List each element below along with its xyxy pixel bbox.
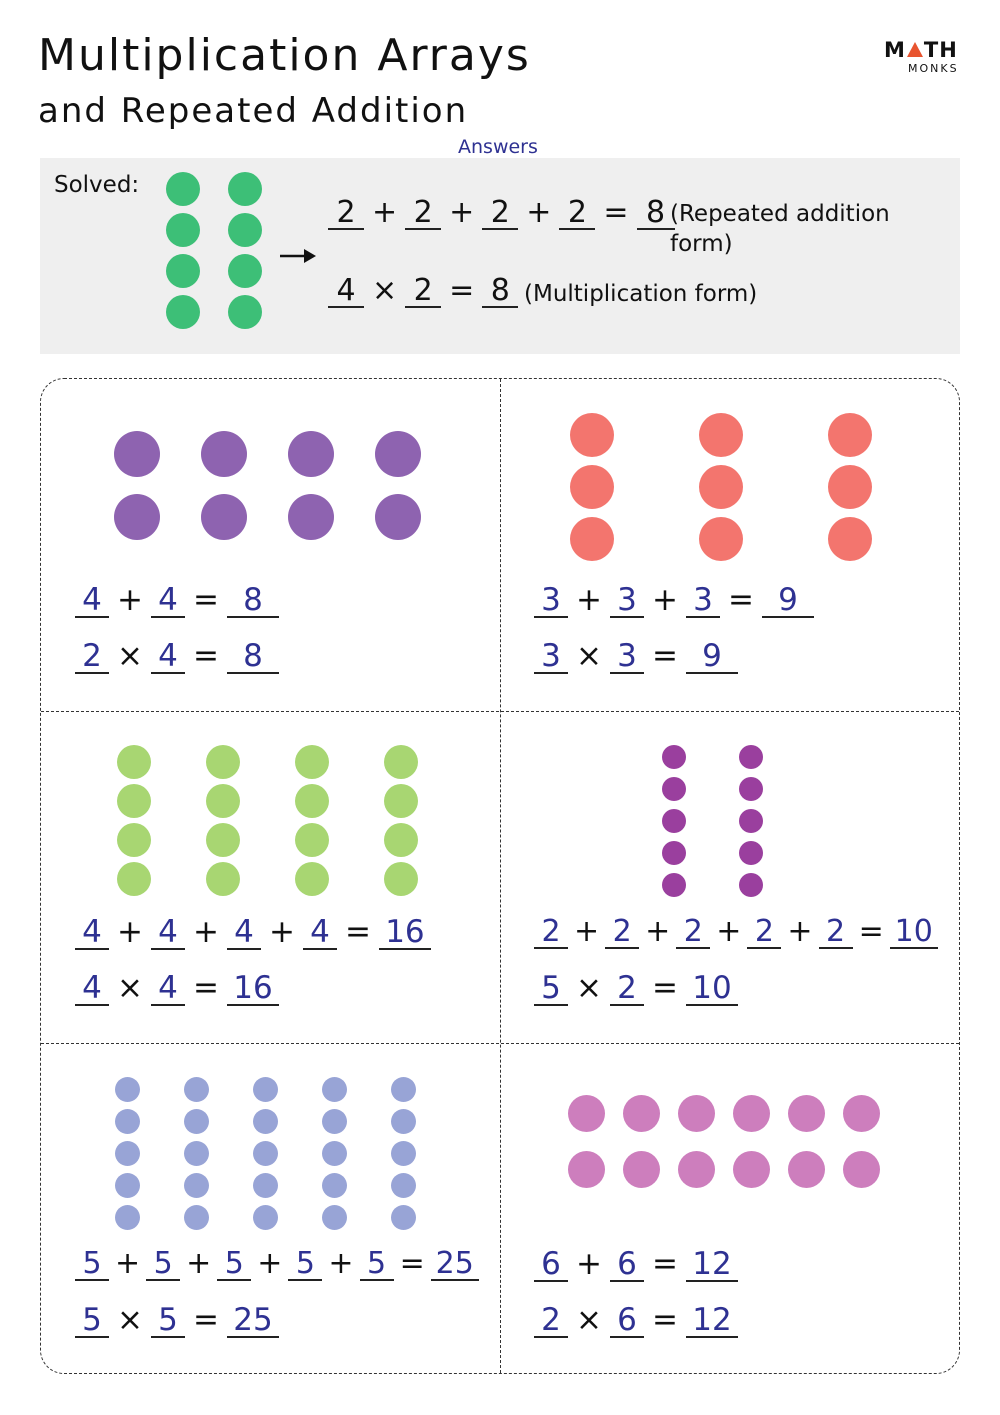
- solved-addend: 2: [328, 198, 364, 230]
- problem-cell-1: [41, 379, 500, 711]
- plus-sign: +: [576, 582, 602, 618]
- addend-answer: 2: [676, 917, 710, 949]
- product-answer: 9: [686, 641, 738, 674]
- problem-cell-2: [500, 379, 959, 711]
- addend-answer: 3: [610, 585, 644, 618]
- factor-answer: 4: [151, 641, 185, 674]
- addend-answer: 4: [227, 917, 261, 950]
- array-dot: [733, 1151, 770, 1188]
- array-dot: [662, 809, 686, 833]
- array-dot: [699, 517, 743, 561]
- array-dot: [322, 1173, 347, 1198]
- factor-answer: 3: [534, 641, 568, 674]
- equals-sign: =: [192, 638, 219, 674]
- product-answer: 10: [686, 973, 738, 1006]
- addend-answer: 5: [288, 1249, 322, 1281]
- addend-answer: 2: [605, 917, 639, 949]
- array-dot: [384, 784, 418, 818]
- array-dot: [322, 1141, 347, 1166]
- array-dot: [739, 777, 763, 801]
- addition-equation: [532, 914, 940, 949]
- array-dot: [699, 413, 743, 457]
- array-dot: [739, 745, 763, 769]
- equals-sign: =: [192, 970, 219, 1006]
- equals-sign: =: [399, 1246, 425, 1281]
- problem-cell-5: [41, 1043, 500, 1375]
- sum-answer: 9: [762, 585, 814, 618]
- array-dot: [288, 431, 334, 477]
- array-dot: [739, 841, 763, 865]
- array-dot: [117, 862, 151, 896]
- equals-sign: =: [651, 970, 678, 1006]
- times-sign: ×: [372, 273, 398, 308]
- multiplication-equation: [532, 970, 740, 1006]
- equals-sign: =: [651, 1302, 678, 1338]
- factor-answer: 4: [75, 973, 109, 1006]
- array-dot: [295, 745, 329, 779]
- problem-cell-4: [500, 711, 959, 1043]
- addend-answer: 5: [360, 1249, 394, 1281]
- array-dot: [117, 745, 151, 779]
- array-dot: [117, 784, 151, 818]
- array-dot: [114, 494, 160, 540]
- solved-addend: 2: [559, 198, 595, 230]
- array-dot: [295, 784, 329, 818]
- plus-sign: +: [268, 914, 295, 950]
- triangle-icon: [907, 42, 923, 57]
- array-dot: [391, 1109, 416, 1134]
- equals-sign: =: [449, 273, 475, 308]
- array-dot: [391, 1205, 416, 1230]
- plus-sign: +: [115, 1246, 141, 1281]
- array-dot: [739, 873, 763, 897]
- addend-answer: 2: [747, 917, 781, 949]
- array-dot: [384, 745, 418, 779]
- array-dot: [828, 517, 872, 561]
- plus-sign: +: [787, 914, 813, 949]
- array-dot: [568, 1151, 605, 1188]
- equals-sign: =: [192, 1302, 219, 1338]
- sum-answer: 16: [379, 917, 431, 950]
- array-dot: [288, 494, 334, 540]
- multiplication-equation: [532, 1302, 740, 1338]
- multiplication-equation: [73, 1302, 281, 1338]
- times-sign: ×: [576, 1302, 602, 1338]
- addend-answer: 4: [151, 585, 185, 618]
- array-dot: [115, 1141, 140, 1166]
- solved-example: [40, 158, 960, 354]
- arrow-right-icon: [280, 246, 316, 266]
- array-dot: [739, 809, 763, 833]
- array-dot: [206, 745, 240, 779]
- array-dot: [733, 1095, 770, 1132]
- times-sign: ×: [576, 970, 602, 1006]
- equals-sign: =: [344, 914, 371, 950]
- array-dot: [788, 1151, 825, 1188]
- array-dot: [570, 413, 614, 457]
- times-sign: ×: [117, 638, 143, 674]
- page-title: Multiplication Arrays: [38, 30, 531, 81]
- multiplication-equation: [73, 638, 281, 674]
- logo-text-th: TH: [923, 38, 958, 62]
- plus-sign: +: [651, 582, 678, 618]
- array-dot: [843, 1151, 880, 1188]
- array-dot: [115, 1077, 140, 1102]
- array-dot: [828, 413, 872, 457]
- array-dot: [322, 1109, 347, 1134]
- factor-answer: 4: [151, 973, 185, 1006]
- array-dot: [570, 465, 614, 509]
- equals-sign: =: [651, 1246, 678, 1282]
- addend-answer: 5: [75, 1249, 109, 1281]
- addition-equation: [532, 1246, 740, 1282]
- equals-sign: =: [727, 582, 754, 618]
- array-dot: [228, 295, 262, 329]
- logo-text-m: M: [884, 38, 906, 62]
- array-dot: [678, 1095, 715, 1132]
- array-dot: [166, 172, 200, 206]
- array-dot: [699, 465, 743, 509]
- array-dot: [623, 1095, 660, 1132]
- array-dot: [662, 777, 686, 801]
- array-dot: [843, 1095, 880, 1132]
- plus-sign: +: [716, 914, 742, 949]
- array-dot: [678, 1151, 715, 1188]
- factor-answer: 3: [610, 641, 644, 674]
- page-subtitle: and Repeated Addition: [38, 91, 469, 131]
- factor-answer: 5: [75, 1305, 109, 1338]
- array-dot: [201, 494, 247, 540]
- array-dot: [295, 862, 329, 896]
- array-dot: [253, 1141, 278, 1166]
- addend-answer: 5: [146, 1249, 180, 1281]
- solved-product: 8: [482, 276, 518, 308]
- array-dot: [206, 784, 240, 818]
- factor-answer: 5: [151, 1305, 185, 1338]
- array-dot: [828, 465, 872, 509]
- plus-sign: +: [645, 914, 671, 949]
- array-dot: [662, 745, 686, 769]
- multiplication-note: (Multiplication form): [524, 281, 758, 307]
- sum-answer: 12: [686, 1249, 738, 1282]
- factor-answer: 2: [75, 641, 109, 674]
- solved-factor: 2: [405, 276, 441, 308]
- array-dot: [391, 1173, 416, 1198]
- plus-sign: +: [192, 914, 219, 950]
- times-sign: ×: [117, 1302, 143, 1338]
- addition-equation: [73, 1246, 481, 1281]
- sum-answer: 8: [227, 585, 279, 618]
- array-dot: [228, 172, 262, 206]
- addition-equation: [73, 582, 281, 618]
- plus-sign: +: [449, 195, 475, 230]
- factor-answer: 2: [610, 973, 644, 1006]
- array-dot: [391, 1077, 416, 1102]
- array-dot: [662, 873, 686, 897]
- array-dot: [166, 295, 200, 329]
- multiplication-equation: [73, 970, 281, 1006]
- times-sign: ×: [576, 638, 602, 674]
- sum-answer: 10: [890, 917, 938, 949]
- product-answer: 12: [686, 1305, 738, 1338]
- addend-answer: 4: [151, 917, 185, 950]
- equals-sign: =: [651, 638, 678, 674]
- product-answer: 25: [227, 1305, 279, 1338]
- product-answer: 8: [227, 641, 279, 674]
- plus-sign: +: [574, 914, 600, 949]
- array-dot: [115, 1173, 140, 1198]
- times-sign: ×: [117, 970, 143, 1006]
- array-dot: [295, 823, 329, 857]
- sum-answer: 25: [431, 1249, 479, 1281]
- array-dot: [253, 1077, 278, 1102]
- solved-sum: 8: [637, 198, 675, 230]
- answers-label: Answers: [458, 136, 538, 158]
- plus-sign: +: [257, 1246, 283, 1281]
- array-dot: [322, 1077, 347, 1102]
- factor-answer: 6: [610, 1305, 644, 1338]
- problem-cell-3: [41, 711, 500, 1043]
- array-dot: [228, 254, 262, 288]
- array-dot: [184, 1205, 209, 1230]
- array-dot: [184, 1141, 209, 1166]
- array-dot: [253, 1205, 278, 1230]
- array-dot: [115, 1205, 140, 1230]
- repeated-addition-note: (Repeated addition form): [670, 201, 890, 257]
- product-answer: 16: [227, 973, 279, 1006]
- equals-sign: =: [192, 582, 219, 618]
- array-dot: [115, 1109, 140, 1134]
- solved-multiplication-equation: [326, 273, 520, 308]
- array-dot: [206, 823, 240, 857]
- addend-answer: 2: [534, 917, 568, 949]
- array-dot: [570, 517, 614, 561]
- addend-answer: 4: [75, 585, 109, 618]
- factor-answer: 2: [534, 1305, 568, 1338]
- plus-sign: +: [328, 1246, 354, 1281]
- array-dot: [375, 431, 421, 477]
- array-dot: [375, 494, 421, 540]
- math-monks-logo: [884, 40, 964, 74]
- multiplication-equation: [532, 638, 740, 674]
- plus-sign: +: [117, 914, 143, 950]
- array-dot: [623, 1151, 660, 1188]
- array-dot: [201, 431, 247, 477]
- array-dot: [384, 862, 418, 896]
- array-dot: [114, 431, 160, 477]
- array-dot: [166, 254, 200, 288]
- plus-sign: +: [372, 195, 398, 230]
- array-dot: [253, 1109, 278, 1134]
- solved-factor: 4: [328, 276, 364, 308]
- factor-answer: 5: [534, 973, 568, 1006]
- plus-sign: +: [117, 582, 143, 618]
- solved-addend: 2: [405, 198, 441, 230]
- array-dot: [117, 823, 151, 857]
- array-dot: [662, 841, 686, 865]
- logo-subtext: MONKS: [908, 62, 959, 75]
- equals-sign: =: [858, 914, 884, 949]
- solved-addition-equation: [326, 195, 677, 230]
- addend-answer: 2: [819, 917, 853, 949]
- array-dot: [184, 1173, 209, 1198]
- array-dot: [184, 1077, 209, 1102]
- plus-sign: +: [576, 1246, 602, 1282]
- array-dot: [788, 1095, 825, 1132]
- addition-equation: [532, 582, 816, 618]
- array-dot: [322, 1205, 347, 1230]
- array-dot: [228, 213, 262, 247]
- addend-answer: 6: [534, 1249, 568, 1282]
- solved-addend: 2: [482, 198, 518, 230]
- array-dot: [384, 823, 418, 857]
- addend-answer: 6: [610, 1249, 644, 1282]
- addition-equation: [73, 914, 433, 950]
- solved-label: Solved:: [54, 172, 140, 198]
- array-dot: [253, 1173, 278, 1198]
- array-dot: [206, 862, 240, 896]
- equals-sign: =: [603, 195, 629, 230]
- plus-sign: +: [186, 1246, 212, 1281]
- addend-answer: 3: [534, 585, 568, 618]
- array-dot: [391, 1141, 416, 1166]
- array-dot: [568, 1095, 605, 1132]
- addend-answer: 4: [303, 917, 337, 950]
- addend-answer: 3: [686, 585, 720, 618]
- addend-answer: 5: [217, 1249, 251, 1281]
- array-dot: [166, 213, 200, 247]
- addend-answer: 4: [75, 917, 109, 950]
- array-dot: [184, 1109, 209, 1134]
- problems-grid: [40, 378, 960, 1374]
- problem-cell-6: [500, 1043, 959, 1375]
- plus-sign: +: [526, 195, 552, 230]
